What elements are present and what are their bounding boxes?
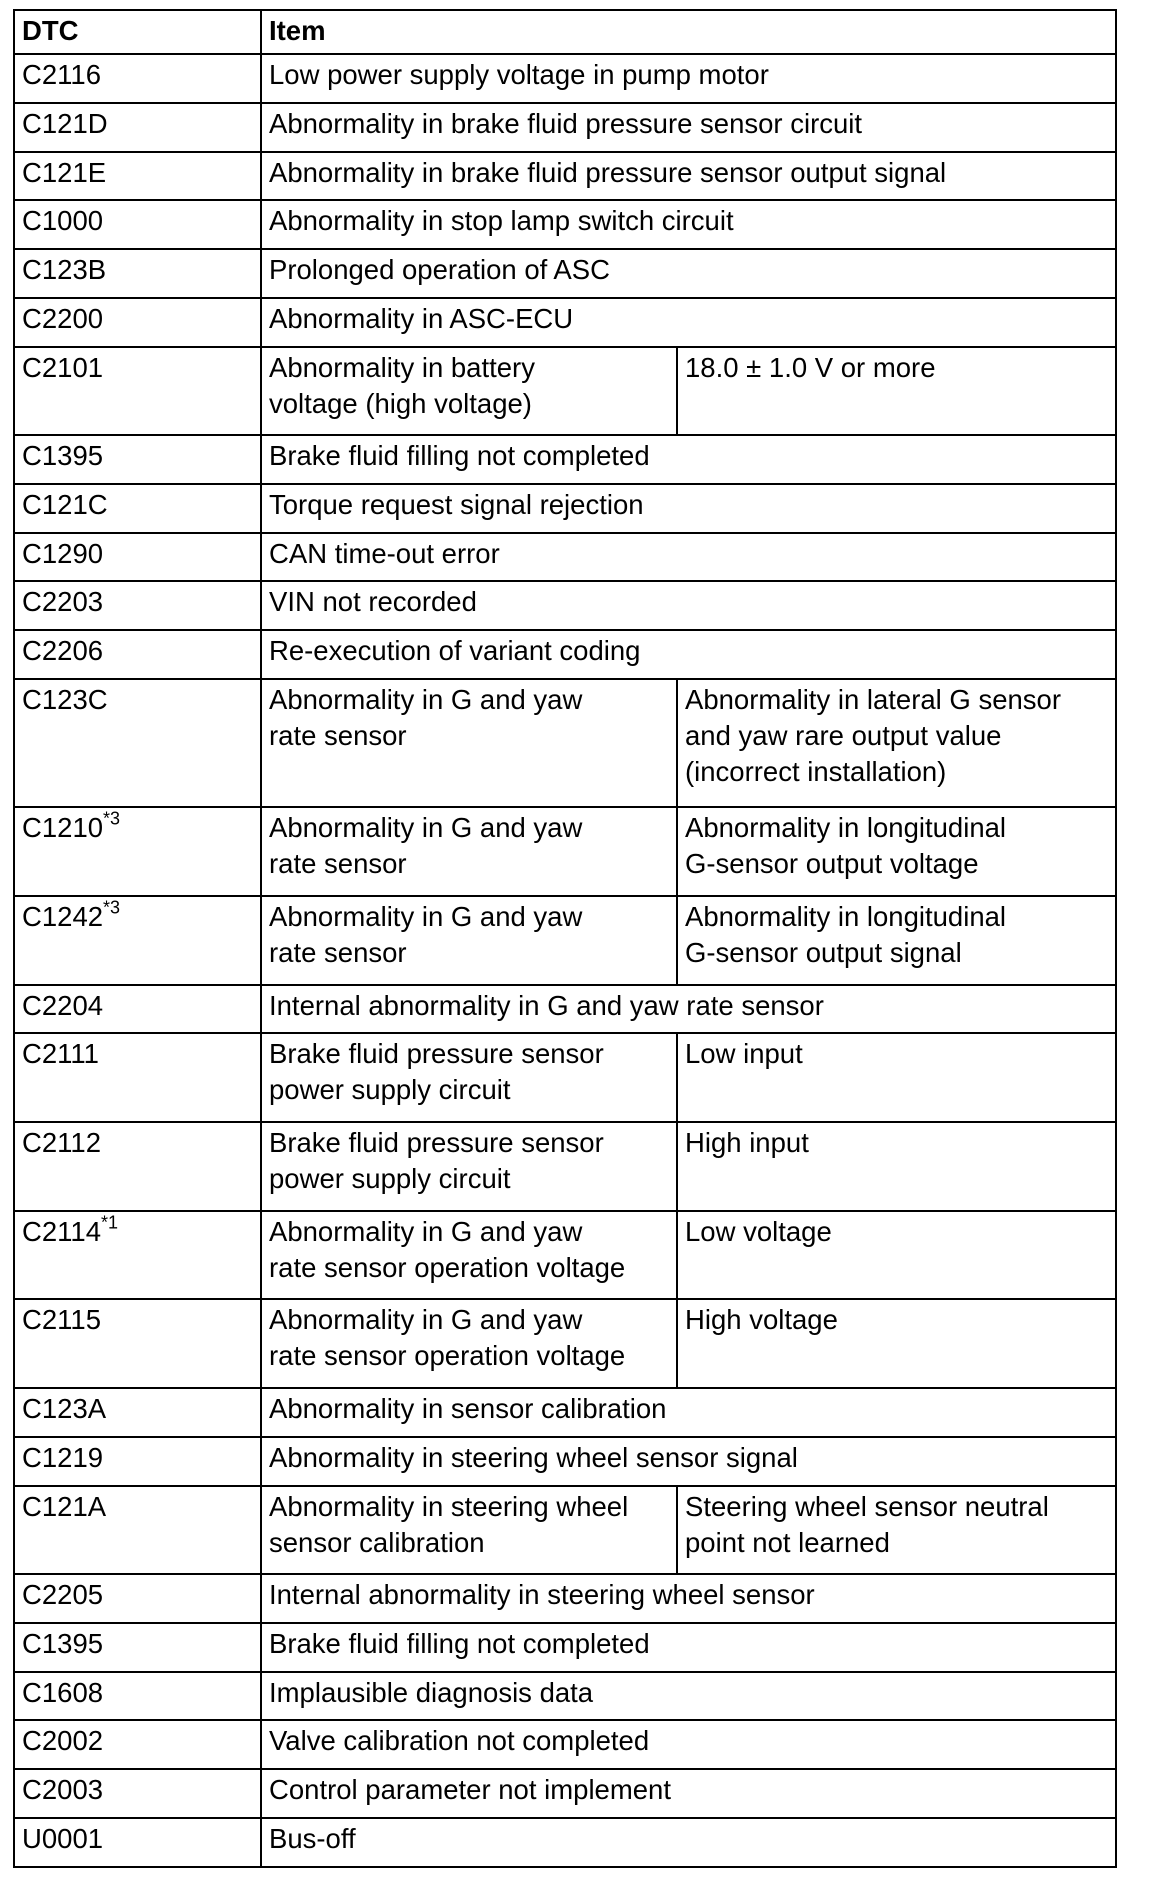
dtc-code-cell [14,54,261,103]
table-row [14,985,1116,1034]
item-cell [261,896,677,985]
item-text-line: voltage (high voltage) [269,387,532,419]
dtc-code-cell [14,1818,261,1867]
dtc-code-cell [14,435,261,484]
table-header-row [14,10,1116,54]
dtc-code: C2101 [22,351,104,383]
dtc-code-cell [14,1486,261,1575]
table-row [14,1486,1116,1575]
dtc-code: C2206 [22,635,104,667]
detail-text-line: G-sensor output voltage [685,848,979,880]
item-cell: Implausible diagnosis data [261,1672,1116,1721]
item-cell: Internal abnormality in steering wheel sensor [261,1574,1116,1623]
item-cell: Bus-off [261,1818,1116,1867]
table-row [14,1033,1116,1122]
detail-text-line: Abnormality in longitudinal [685,812,1007,844]
dtc-code-cell [14,1672,261,1721]
item-text-line: Brake fluid pressure sensor [269,1127,604,1159]
dtc-code-cell [14,1720,261,1769]
table-row [14,200,1116,249]
detail-text-line: Abnormality in lateral G sensor [685,683,1061,715]
table-row [14,1211,1116,1300]
item-cell [261,679,677,808]
table-row [14,103,1116,152]
table-row [14,1769,1116,1818]
item-text-line: Abnormality in G and yaw [269,1215,583,1247]
dtc-code-cell [14,1211,261,1300]
dtc-code-cell [14,533,261,582]
dtc-code: C121C [22,488,108,520]
detail-text-line: 18.0 ± 1.0 V or more [685,351,936,383]
table-row [14,1623,1116,1672]
dtc-code: C121E [22,156,107,188]
dtc-code: C2003 [22,1774,104,1806]
dtc-code-cell [14,1299,261,1388]
item-cell [261,1033,677,1122]
table-row [14,1574,1116,1623]
dtc-code: C2002 [22,1725,104,1757]
item-cell [261,1211,677,1300]
detail-text-line: Abnormality in longitudinal [685,901,1007,933]
table-row [14,679,1116,808]
item-cell: Abnormality in steering wheel sensor signal [261,1437,1116,1486]
item-text-line: rate sensor [269,848,407,880]
table-row [14,581,1116,630]
dtc-code: C121A [22,1490,107,1522]
detail-cell [677,1211,1116,1300]
dtc-code: C121D [22,107,108,139]
item-text-line: Abnormality in G and yaw [269,901,583,933]
dtc-code: C1608 [22,1676,104,1708]
item-cell: Re-execution of variant coding [261,630,1116,679]
dtc-code: C2112 [22,1127,101,1159]
dtc-code-cell [14,249,261,298]
dtc-code: C2116 [22,59,101,90]
dtc-code: C1242 [22,901,104,933]
dtc-code: C2114 [22,1215,101,1247]
table-body [14,54,1116,1867]
detail-text-line: G-sensor output signal [685,937,962,969]
detail-text-line: (incorrect installation) [685,755,947,787]
item-cell: Abnormality in brake fluid pressure sensor circuit [261,103,1116,152]
item-text-line: Abnormality in G and yaw [269,812,583,844]
detail-cell [677,1122,1116,1211]
item-cell: Abnormality in brake fluid pressure sensor output signal [261,152,1116,201]
table-row [14,54,1116,103]
item-text-line: Abnormality in battery [269,351,535,383]
item-cell: Torque request signal rejection [261,484,1116,533]
dtc-code: C2200 [22,302,104,334]
item-text-line: Abnormality in G and yaw [269,683,583,715]
detail-text-line: High voltage [685,1304,838,1336]
detail-text-line: Steering wheel sensor neutral [685,1490,1049,1522]
item-cell [261,807,677,896]
dtc-code-cell [14,1623,261,1672]
item-text-line: Abnormality in G and yaw [269,1304,583,1336]
table-row [14,1672,1116,1721]
item-cell: Abnormality in ASC-ECU [261,298,1116,347]
dtc-code: C123B [22,254,107,285]
table-row [14,298,1116,347]
dtc-code-cell [14,807,261,896]
item-cell [261,1299,677,1388]
table-row [14,152,1116,201]
footnote-marker: *3 [103,897,121,918]
detail-text-line: High input [685,1127,809,1159]
item-cell: Brake fluid filling not completed [261,435,1116,484]
dtc-code-cell [14,484,261,533]
dtc-code: U0001 [22,1822,104,1854]
dtc-code: C1219 [22,1441,104,1473]
dtc-code-cell [14,1769,261,1818]
footnote-marker: *1 [101,1212,119,1233]
dtc-code: C1395 [22,440,104,472]
table-row [14,1388,1116,1437]
dtc-code-cell [14,1033,261,1122]
table-row [14,484,1116,533]
dtc-code-cell [14,347,261,436]
table-row [14,1437,1116,1486]
dtc-code-cell [14,1437,261,1486]
dtc-code: C2203 [22,586,104,618]
detail-cell [677,807,1116,896]
item-text-line: rate sensor operation voltage [269,1340,626,1372]
table-row [14,1299,1116,1388]
header-dtc: DTC [14,10,261,54]
footnote-marker: *3 [103,808,121,829]
detail-cell [677,1486,1116,1575]
item-cell [261,347,677,436]
item-cell: Valve calibration not completed [261,1720,1116,1769]
table-row [14,249,1116,298]
detail-cell [677,347,1116,436]
header-item: Item [261,10,1116,54]
item-cell: VIN not recorded [261,581,1116,630]
table-row [14,1720,1116,1769]
item-text-line: sensor calibration [269,1526,485,1558]
item-cell [261,1486,677,1575]
dtc-code-cell [14,1122,261,1211]
dtc-code-cell [14,581,261,630]
detail-text-line: Low voltage [685,1215,832,1247]
dtc-code-cell [14,298,261,347]
dtc-code: C2115 [22,1304,101,1336]
detail-cell [677,1299,1116,1388]
dtc-code: C1000 [22,205,104,237]
dtc-code-cell [14,200,261,249]
item-cell: Internal abnormality in G and yaw rate sensor [261,985,1116,1034]
dtc-code: C2205 [22,1579,104,1611]
item-text-line: Brake fluid pressure sensor [269,1038,604,1070]
dtc-code-cell [14,896,261,985]
dtc-code-cell [14,985,261,1034]
detail-cell [677,896,1116,985]
item-cell: Prolonged operation of ASC [261,249,1116,298]
table-row [14,630,1116,679]
dtc-code: C123C [22,683,108,715]
dtc-code: C123A [22,1393,107,1425]
dtc-code: C2204 [22,989,104,1021]
dtc-table [13,9,1117,1868]
dtc-code: C1210 [22,812,104,844]
dtc-code: C1395 [22,1627,104,1659]
table-row [14,1818,1116,1867]
table-row [14,533,1116,582]
dtc-code-cell [14,630,261,679]
dtc-code-cell [14,679,261,808]
item-text-line: Abnormality in steering wheel [269,1490,629,1522]
dtc-code-cell [14,1388,261,1437]
item-cell: Abnormality in sensor calibration [261,1388,1116,1437]
item-cell: Low power supply voltage in pump motor [261,54,1116,103]
table-row [14,435,1116,484]
item-cell: Brake fluid filling not completed [261,1623,1116,1672]
item-text-line: power supply circuit [269,1163,511,1195]
item-text-line: rate sensor [269,719,407,751]
item-cell: Abnormality in stop lamp switch circuit [261,200,1116,249]
detail-text-line: point not learned [685,1526,890,1558]
dtc-code-cell [14,1574,261,1623]
table-row [14,1122,1116,1211]
item-cell: CAN time-out error [261,533,1116,582]
item-cell: Control parameter not implement [261,1769,1116,1818]
item-text-line: rate sensor [269,937,407,969]
detail-cell [677,1033,1116,1122]
dtc-code-cell [14,103,261,152]
dtc-code-cell [14,152,261,201]
item-text-line: rate sensor operation voltage [269,1251,626,1283]
item-cell [261,1122,677,1211]
dtc-code: C2111 [22,1038,99,1070]
detail-cell [677,679,1116,808]
dtc-code: C1290 [22,537,104,569]
table-row [14,896,1116,985]
detail-text-line: Low input [685,1038,803,1070]
table-row [14,347,1116,436]
detail-text-line: and yaw rare output value [685,719,1002,751]
table-row [14,807,1116,896]
item-text-line: power supply circuit [269,1074,511,1106]
